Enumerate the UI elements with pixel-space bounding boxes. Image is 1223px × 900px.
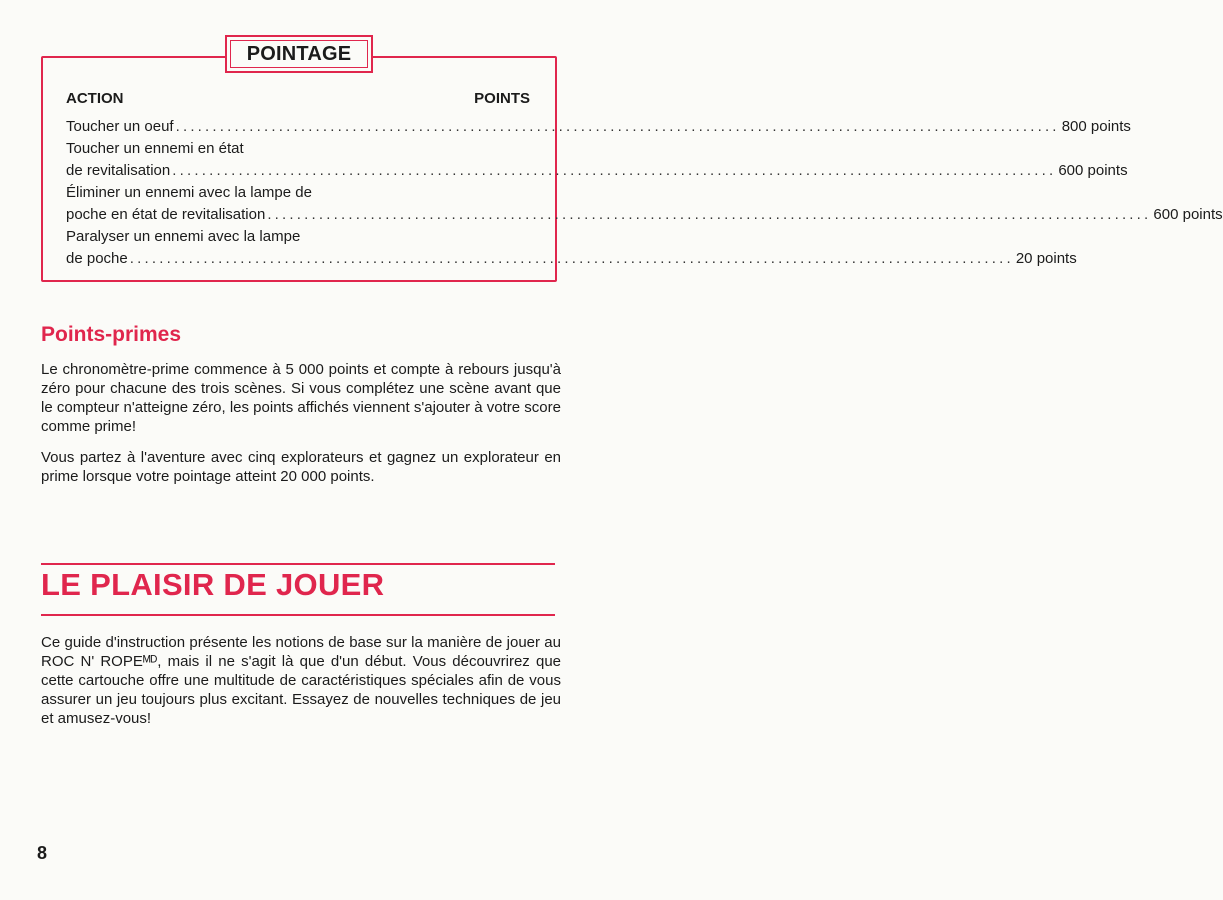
scoring-row	[66, 116, 1131, 138]
scoring-row	[66, 204, 1223, 226]
scoring-row	[66, 138, 532, 160]
scoring-row-action: de revitalisation	[66, 162, 171, 179]
column-header-action: ACTION	[66, 90, 124, 107]
scoring-row	[66, 160, 1128, 182]
leader-dots: ........................................................................................................................	[267, 206, 1152, 223]
bonus-heading: Points-primes	[41, 323, 182, 346]
scoring-row-action: Toucher un oeuf	[66, 118, 174, 135]
column-header-points: POINTS	[474, 90, 530, 107]
divider-bottom	[41, 614, 555, 616]
page-number: 8	[37, 843, 48, 863]
leader-dots: ........................................................................................................................	[172, 162, 1057, 179]
leader-dots: ........................................................................................................................	[129, 250, 1014, 267]
scoring-row-points: 600 points	[1153, 206, 1223, 223]
scoring-row-action: Paralyser un ennemi avec la lampe	[66, 228, 301, 245]
scoring-title: POINTAGE	[246, 42, 352, 65]
scoring-row	[66, 248, 1077, 270]
scoring-title-box	[225, 35, 373, 73]
divider-top	[41, 563, 555, 565]
bonus-paragraph-1: Le chronomètre-prime commence à 5 000 points et compte à rebours jusqu'à zéro pour chacune des trois scènes. Si vous complétez une scène avant que le compteur n'atteigne zéro, les points affichés viennent s'ajouter à votre score comme prime!	[41, 361, 561, 435]
scoring-row	[66, 182, 532, 204]
scoring-rows	[66, 116, 1223, 270]
scoring-row-action: Éliminer un ennemi avec la lampe de	[66, 184, 312, 201]
fun-heading: LE PLAISIR DE JOUER	[41, 567, 385, 602]
scoring-row-points: 20 points	[1015, 250, 1077, 267]
scoring-row-action: poche en état de revitalisation	[66, 206, 266, 223]
scoring-row	[66, 226, 532, 248]
fun-paragraph: Ce guide d'instruction présente les notions de base sur la manière de jouer au ROC N' ROPEᴹᴰ, mais il ne s'agit là que d'un début. Vous découvrirez que cette cartouche offre une multitude de caractéristiques spéciales afin de vous assurer un jeu toujours plus excitant. Essayez de nouvelles techniques de jeu et amusez-vous!	[41, 634, 561, 727]
scoring-row-points: 600 points	[1058, 162, 1128, 179]
leader-dots: ........................................................................................................................	[175, 118, 1060, 135]
scoring-row-points: 800 points	[1061, 118, 1131, 135]
bonus-paragraph-2: Vous partez à l'aventure avec cinq explorateurs et gagnez un explorateur en prime lorsque votre pointage atteint 20 000 points.	[41, 449, 561, 485]
scoring-row-action: de poche	[66, 250, 128, 267]
scoring-row-action: Toucher un ennemi en état	[66, 140, 244, 157]
